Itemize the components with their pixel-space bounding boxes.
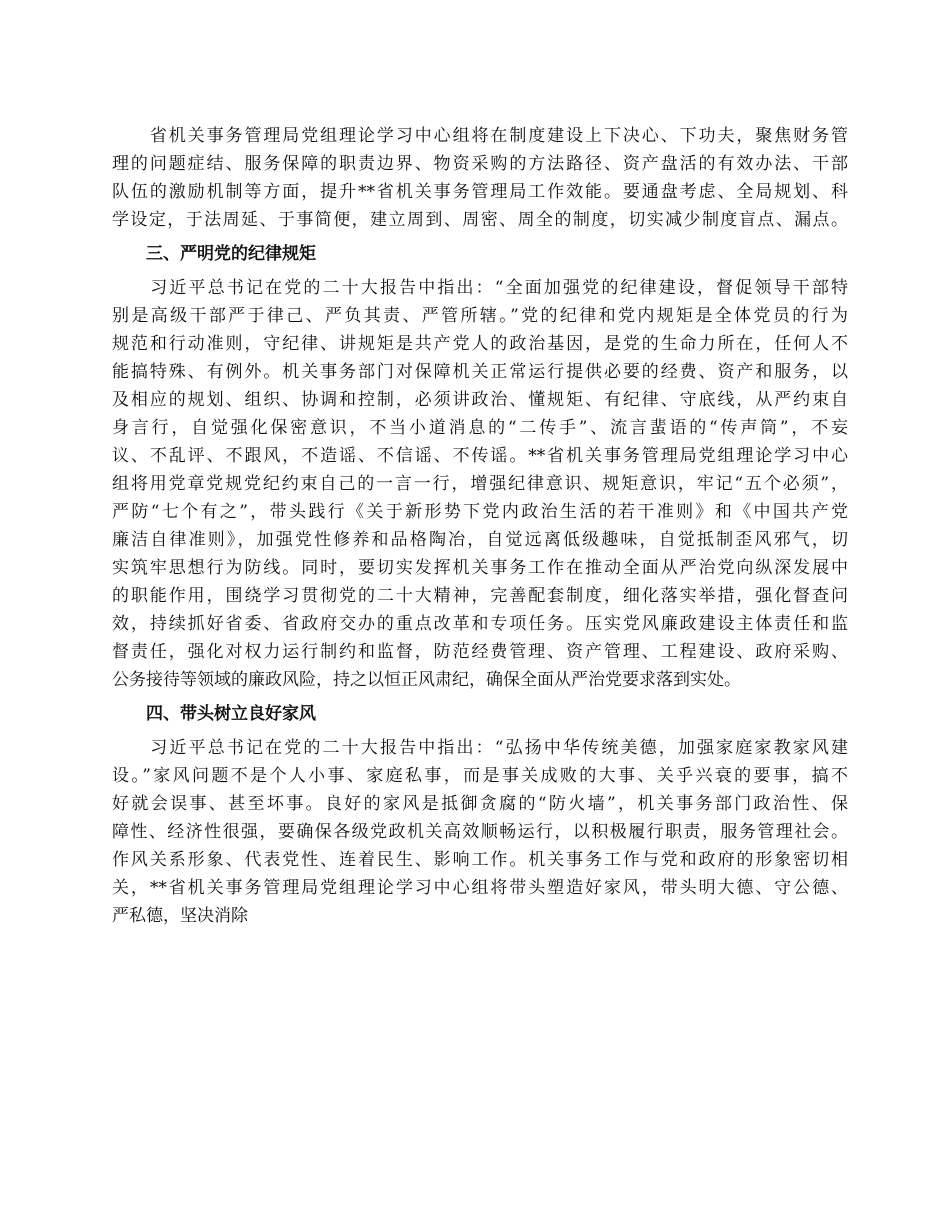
- text-line: 身言行，自觉强化保密意识，不当小道消息的“二传手”、流言蜚语的“传声筒”，不妄: [112, 418, 848, 438]
- text-line: 议、不乱评、不跟风，不造谣、不信谣、不传谣。**省机关事务管理局党组理论学习中心: [112, 446, 848, 466]
- text-line: 组将用党章党规党纪约束自己的一言一行，增强纪律意识、规矩意识，牢记“五个必须”，: [112, 474, 848, 494]
- paragraph-intro: [112, 122, 848, 234]
- text-line: 廉洁自律准则》，加强党性修养和品格陶冶，自觉远离低级趣味，自觉抵制歪风邪气，切: [112, 530, 848, 550]
- text-line: 严防“七个有之”，带头践行《关于新形势下党内政治生活的若干准则》和《中国共产党: [112, 502, 848, 522]
- text-line: 学设定，于法周延、于事简便，建立周到、周密、周全的制度，切实减少制度盲点、漏点。: [112, 210, 848, 230]
- text-line: 好就会误事、甚至坏事。良好的家风是抵御贪腐的“防火墙”，机关事务部门政治性、保: [112, 794, 848, 814]
- text-line: 理的问题症结、服务保障的职责边界、物资采购的方法路径、资产盘活的有效办法、干部: [112, 154, 848, 174]
- text-line: 实筑牢思想行为防线。同时，要切实发挥机关事务工作在推动全面从严治党向纵深发展中: [112, 558, 848, 578]
- section-heading-4: 四、带头树立良好家风: [112, 704, 316, 724]
- text-line: 及相应的规划、组织、协调和控制，必须讲政治、懂规矩、有纪律、守底线，从严约束自: [112, 390, 848, 410]
- text-line: 队伍的激励机制等方面，提升**省机关事务管理局工作效能。要通盘考虑、全局规划、科: [112, 182, 848, 202]
- text-line: 习近平总书记在党的二十大报告中指出：“弘扬中华传统美德，加强家庭家教家风建: [112, 738, 848, 758]
- text-line: 省机关事务管理局党组理论学习中心组将在制度建设上下决心、下功夫，聚焦财务管: [112, 126, 848, 146]
- text-line: 能搞特殊、有例外。机关事务部门对保障机关正常运行提供必要的经费、资产和服务，以: [112, 362, 848, 382]
- text-line: 规范和行动准则，守纪律、讲规矩是共产党人的政治基因，是党的生命力所在，任何人不: [112, 334, 848, 354]
- text-line: 别是高级干部严于律己、严负其责、严管所辖。”党的纪律和党内规矩是全体党员的行为: [112, 306, 848, 326]
- text-line: 督责任，强化对权力运行制约和监督，防范经费管理、资产管理、工程建设、政府采购、: [112, 642, 848, 662]
- section-heading-3: 三、严明党的纪律规矩: [112, 244, 316, 264]
- text-line: 的职能作用，围绕学习贯彻党的二十大精神，完善配套制度，细化落实举措，强化督查问: [112, 586, 848, 606]
- paragraph-discipline: [112, 274, 848, 694]
- paragraph-family-style: [112, 734, 848, 930]
- text-line: 严私德，坚决消除: [112, 906, 248, 926]
- text-line: 公务接待等领域的廉政风险，持之以恒正风肃纪，确保全面从严治党要求落到实处。: [112, 670, 741, 690]
- text-line: 设。”家风问题不是个人小事、家庭私事，而是事关成败的大事、关乎兴衰的要事，搞不: [112, 766, 848, 786]
- text-line: 关，**省机关事务管理局党组理论学习中心组将带头塑造好家风，带头明大德、守公德、: [112, 878, 848, 898]
- document-page: [112, 122, 848, 930]
- text-line: 习近平总书记在党的二十大报告中指出：“全面加强党的纪律建设，督促领导干部特: [112, 278, 848, 298]
- text-line: 作风关系形象、代表党性、连着民生、影响工作。机关事务工作与党和政府的形象密切相: [112, 850, 848, 870]
- text-line: 效，持续抓好省委、省政府交办的重点改革和专项任务。压实党风廉政建设主体责任和监: [112, 614, 848, 634]
- text-line: 障性、经济性很强，要确保各级党政机关高效顺畅运行，以积极履行职责，服务管理社会。: [112, 822, 848, 842]
